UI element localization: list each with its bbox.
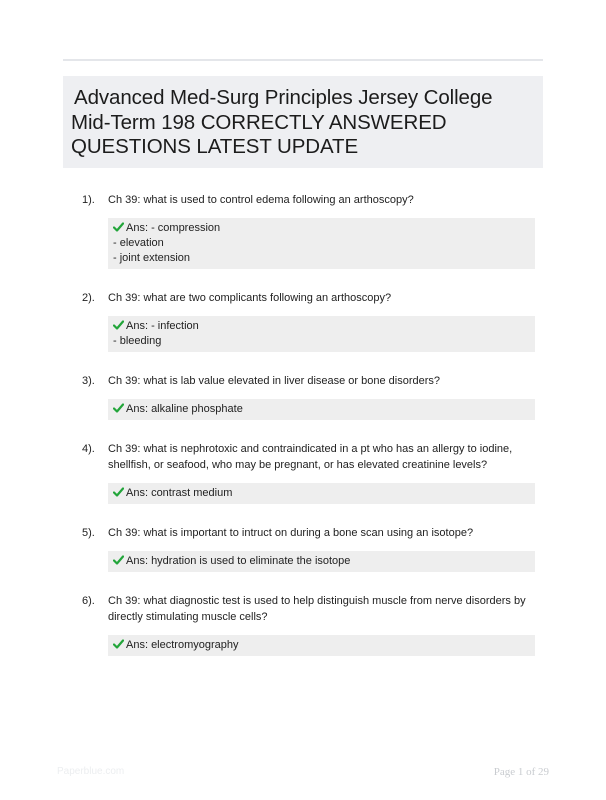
question-text	[108, 373, 538, 389]
question-text-line: shellfish, or seafood, who may be pregnant, or has elevated creatinine levels?	[108, 459, 488, 471]
answer-line	[113, 319, 531, 334]
answer-line	[113, 486, 531, 501]
answer-line	[113, 638, 531, 653]
document-title-line-1: Advanced Med-Surg Principles Jersey College	[74, 86, 493, 109]
question-text-line: Ch 39: what is important to intruct on during a bone scan using an isotope?	[108, 527, 474, 539]
answer-box	[108, 218, 535, 269]
check-icon	[113, 639, 124, 649]
question-number: 4).	[82, 443, 95, 455]
document-title-box	[63, 76, 543, 168]
question-number: 1).	[82, 194, 95, 206]
question-number: 6).	[82, 595, 95, 607]
question-text	[108, 290, 538, 306]
footer-watermark: Paperblue.com	[57, 766, 125, 777]
answer-text: Ans: electromyography	[126, 639, 239, 651]
answer-line	[113, 554, 531, 569]
check-icon	[113, 555, 124, 565]
question-text-line: Ch 39: what is nephrotoxic and contraindicated in a pt who has an allergy to iodine,	[108, 443, 513, 455]
answer-text: Ans: hydration is used to eliminate the isotope	[126, 555, 351, 567]
answer-box	[108, 483, 535, 504]
answer-line	[113, 402, 531, 417]
answer-line: - elevation	[113, 237, 164, 249]
check-icon	[113, 320, 124, 330]
answer-text: Ans: - infection	[126, 320, 199, 332]
answer-text: Ans: alkaline phosphate	[126, 403, 243, 415]
question-number: 3).	[82, 375, 95, 387]
check-icon	[113, 222, 124, 232]
answer-text: Ans: - compression	[126, 222, 221, 234]
answer-box	[108, 399, 535, 420]
document-title-line-3: QUESTIONS LATEST UPDATE	[71, 135, 359, 158]
question-text-line: Ch 39: what is lab value elevated in liver disease or bone disorders?	[108, 375, 441, 387]
question-text	[108, 192, 538, 208]
question-text-line: Ch 39: what are two complicants following an arthoscopy?	[108, 292, 392, 304]
top-divider	[63, 59, 543, 61]
answer-box	[108, 635, 535, 656]
document-title-line-2: Mid-Term 198 CORRECTLY ANSWERED	[71, 110, 447, 134]
question-number: 5).	[82, 527, 95, 539]
answer-text: Ans: contrast medium	[126, 487, 233, 499]
answer-line: - bleeding	[113, 335, 162, 347]
check-icon	[113, 403, 124, 413]
question-number: 2).	[82, 292, 95, 304]
check-icon	[113, 487, 124, 497]
question-text	[108, 593, 538, 625]
question-text-line: directly stimulating muscle cells?	[108, 611, 268, 623]
answer-line	[113, 221, 531, 236]
answer-box	[108, 551, 535, 572]
answer-line: - joint extension	[113, 252, 191, 264]
question-text	[108, 441, 538, 473]
page-number: Page 1 of 29	[493, 766, 549, 778]
question-text	[108, 525, 538, 541]
question-text-line: Ch 39: what diagnostic test is used to help distinguish muscle from nerve disorders by	[108, 595, 526, 607]
question-text-line: Ch 39: what is used to control edema following an arthoscopy?	[108, 194, 414, 206]
answer-box	[108, 316, 535, 352]
